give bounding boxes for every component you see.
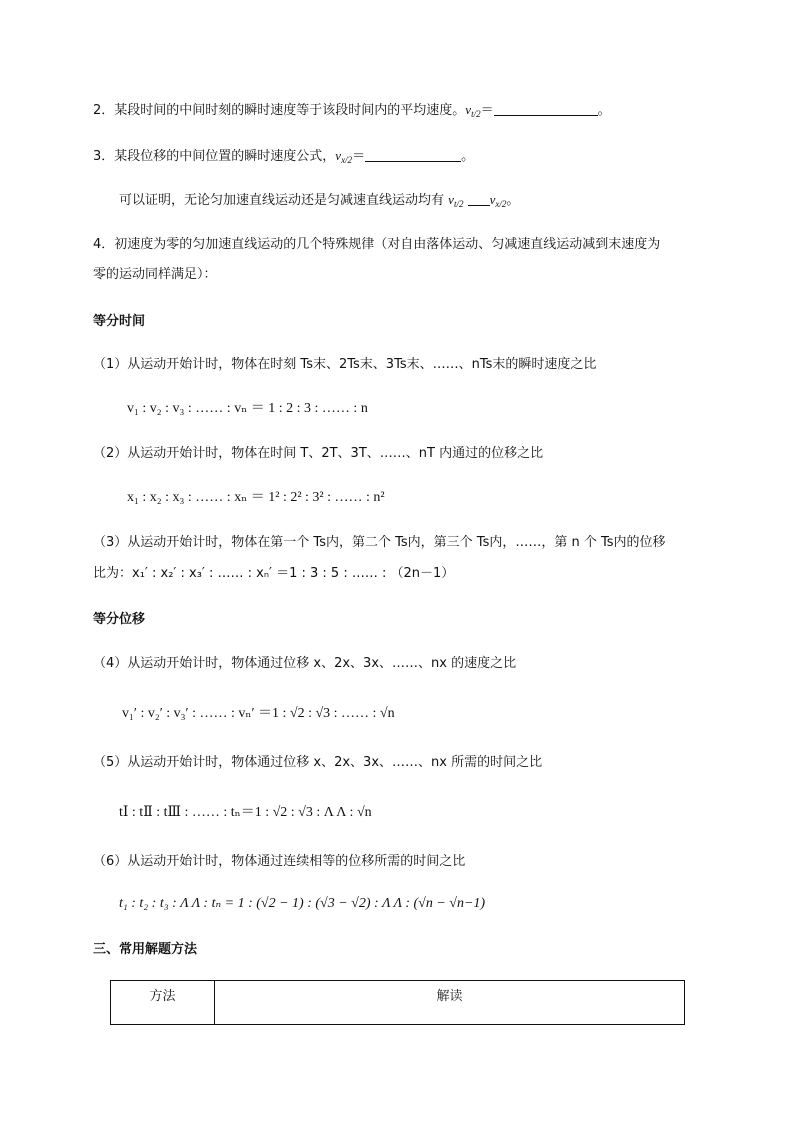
item-3-answer-blank[interactable]	[365, 148, 461, 162]
table-row	[111, 981, 685, 1025]
rule-1-formula: v₁ : v₂ : v₃ : …… : vₙ ＝ 1 : 2 : 3 : …… : n	[127, 401, 368, 416]
section-equal-displacement: 等分位移	[93, 612, 146, 627]
proof-v2: v	[489, 192, 496, 207]
item-3-sub: x/2	[341, 155, 353, 165]
proof-text: 可以证明，无论匀加速直线运动还是匀减速直线运动均有	[119, 193, 445, 208]
proof-s2: x/2	[495, 199, 507, 209]
table-header-interpretation: 解读	[215, 981, 685, 1025]
rule-1-text: （1）从运动开始计时，物体在时刻 Ts末、2Ts末、3Ts末、……、nTs末的瞬时速度之比	[93, 357, 597, 372]
rule-6-text: （6）从运动开始计时，物体通过连续相等的位移所需的时间之比	[93, 854, 466, 869]
proof-v1: v	[448, 192, 454, 207]
item-2-sub: t/2	[471, 109, 481, 119]
item-3-var: v	[335, 148, 342, 163]
table-header-method: 方法	[111, 981, 215, 1025]
item-3-eq: ＝	[352, 149, 366, 164]
proof-end: 。	[506, 193, 520, 208]
rule-4-formula: v₁′ : v₂′ : v₃′ : …… : vₙ′ ＝1 : √2 : √3 : …… : √n	[122, 706, 395, 721]
rule-2-text: （2）从运动开始计时，物体在时间 T、2T、3T、……、nT 内通过的位移之比	[93, 446, 544, 461]
item-3-text: 3．某段位移的中间位置的瞬时速度公式，	[93, 149, 336, 164]
proof-line	[119, 191, 519, 213]
item-3	[93, 147, 474, 169]
item-2-eq: ＝	[480, 103, 494, 118]
rule-5-formula: tⅠ : tⅡ : tⅢ : …… : tₙ＝1 : √2 : √3 : Λ Λ : √n	[119, 805, 372, 820]
rule-2-formula: x₁ : x₂ : x₃ : …… : xₙ ＝ 1² : 2² : 3² : …… : n²	[127, 490, 385, 505]
item-2-end: 。	[597, 103, 611, 118]
item-2-var: v	[465, 102, 472, 117]
section-3-heading: 三、常用解题方法	[93, 942, 198, 957]
rule-6-formula: t₁ : t₂ : t₃ : Λ Λ : tₙ = 1 : (√2 − 1) : (√3 − √2) : Λ Λ : (√n − √n−1)	[119, 896, 486, 911]
methods-table	[110, 980, 685, 1025]
item-2-answer-blank[interactable]	[494, 102, 598, 116]
proof-compare-blank[interactable]	[468, 192, 490, 206]
rule-3-line-2: 比为：x₁′ : x₂′ : x₃′ : …… : xₙ′ ＝1 : 3 : 5 : …… : （2n－1）	[93, 566, 455, 581]
item-4-line-2: 零的运动同样满足）：	[93, 267, 217, 282]
rule-4-text: （4）从运动开始计时，物体通过位移 x、2x、3x、……、nx 的速度之比	[93, 656, 517, 671]
section-equal-time: 等分时间	[93, 314, 146, 329]
item-2-text: 2．某段时间的中间时刻的瞬时速度等于该段时间内的平均速度。	[93, 103, 466, 118]
item-3-end: 。	[461, 149, 475, 164]
rule-3-line-1: （3）从运动开始计时，物体在第一个 Ts内，第二个 Ts内，第三个 Ts内，……，第 n 个 Ts内的位移	[93, 535, 666, 550]
item-2	[93, 101, 611, 123]
rule-5-text: （5）从运动开始计时，物体通过位移 x、2x、3x、……、nx 所需的时间之比	[93, 755, 543, 770]
proof-s1: t/2	[453, 199, 464, 209]
item-4-line-1: 4．初速度为零的匀加速直线运动的几个特殊规律（对自由落体运动、匀减速直线运动减到末速度为	[93, 237, 661, 252]
